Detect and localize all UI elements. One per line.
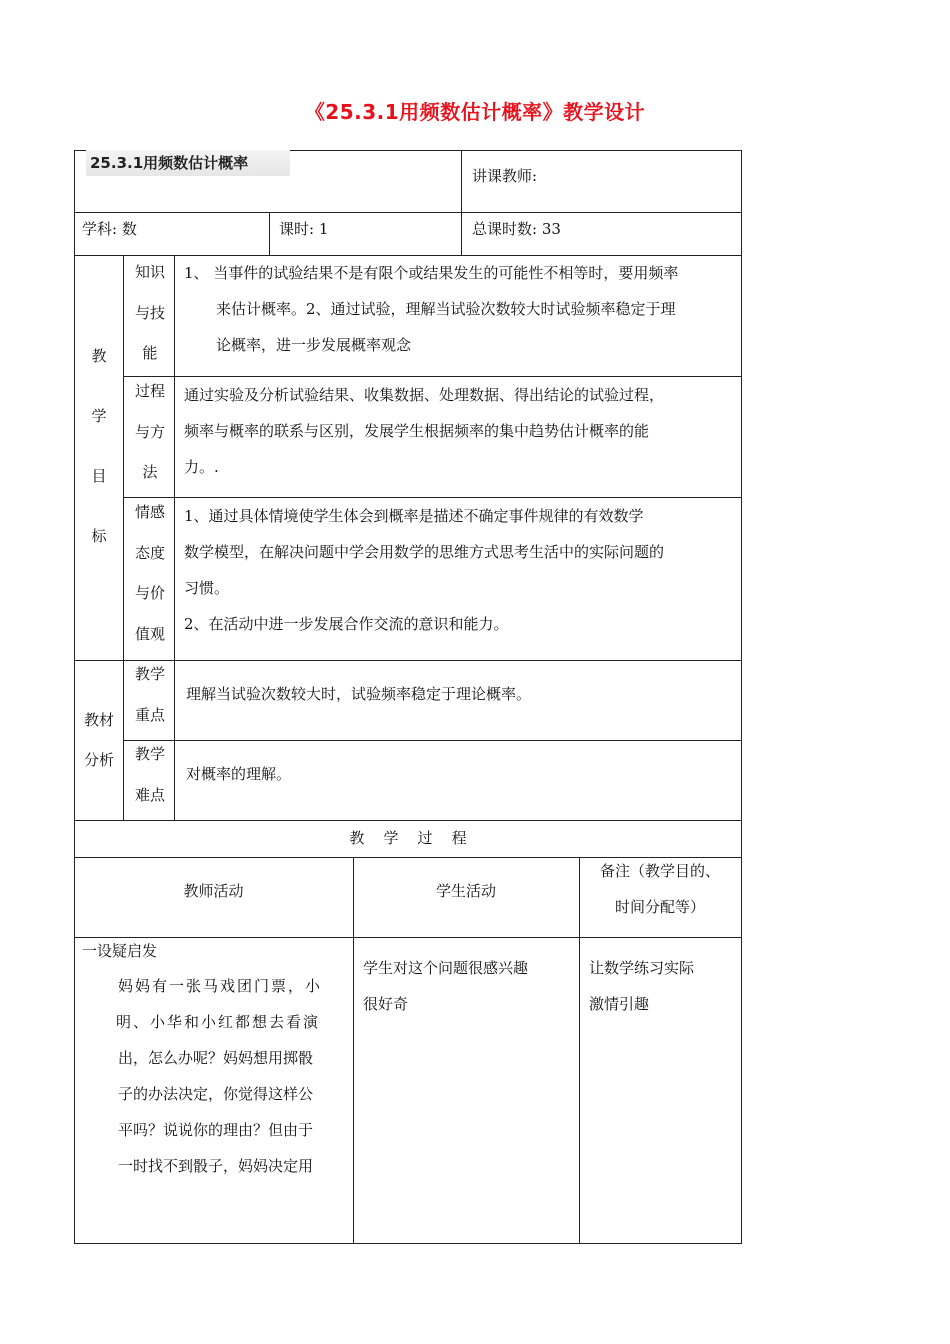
col-divider bbox=[353, 857, 354, 1244]
analysis-group-label: 教材 分析 bbox=[83, 711, 114, 769]
process-method-text: 通过实验及分析试验结果、收集数据、处理数据、得出结论的试验过程， 频率与概率的联系与区别，发展学生根据频率的集中趋势估计概率的能 力。. bbox=[184, 386, 665, 476]
table-border-left bbox=[74, 150, 75, 1244]
emotion-attitude-label: 情感 态度 与价 值观 bbox=[134, 503, 165, 643]
difficulty-label: 教学 难点 bbox=[134, 745, 165, 804]
lesson-label: 25.3.1用频数估计概率 bbox=[86, 150, 290, 176]
subject-field: 学科: 数 bbox=[82, 220, 137, 238]
difficulty-text: 对概率的理解。 bbox=[186, 765, 292, 783]
row-divider bbox=[74, 937, 742, 938]
row-divider bbox=[123, 740, 742, 741]
row-divider bbox=[74, 212, 742, 213]
col-divider bbox=[461, 150, 462, 256]
total-periods-field: 总课时数: 33 bbox=[472, 220, 561, 238]
knowledge-text: 1、 当事件的试验结果不是有限个或结果发生的可能性不相等时，要用频率 来估计概率。2、通过试验，理解当试验次数较大时试验频率稳定于理 论概率，进一步发展概率观念 bbox=[184, 264, 679, 354]
table-border-right bbox=[741, 150, 742, 1244]
periods-field: 课时: 1 bbox=[279, 220, 329, 238]
teacher-activity-heading: 一设疑启发 bbox=[82, 942, 158, 960]
teacher-label: 讲课教师: bbox=[472, 167, 538, 185]
document-title: 《25.3.1用频数估计概率》教学设计 bbox=[304, 100, 646, 124]
key-point-label: 教学 重点 bbox=[134, 665, 165, 724]
objectives-group-label: 教 学 目 标 bbox=[91, 347, 107, 545]
teacher-activity-text: 妈妈有一张马戏团门票，小 明、小华和小红都想去看演 出，怎么办呢？妈妈想用掷骰 子的办法决定，你觉得这样公 平吗？说说你的理由？但由于 一时找不到骰子，妈妈决定用 bbox=[116, 977, 323, 1175]
key-point-text: 理解当试验次数较大时，试验频率稳定于理论概率。 bbox=[186, 685, 532, 703]
student-activity-header: 学生活动 bbox=[435, 882, 496, 900]
process-heading: 教 学 过 程 bbox=[349, 829, 467, 847]
col-divider bbox=[123, 255, 124, 820]
process-method-label: 过程 与方 法 bbox=[134, 382, 165, 481]
col-divider bbox=[269, 212, 270, 256]
table-border-bottom bbox=[74, 1243, 742, 1244]
knowledge-label: 知识 与技 能 bbox=[134, 263, 165, 362]
student-activity-text: 学生对这个问题很感兴趣 很好奇 bbox=[363, 959, 529, 1013]
teacher-activity-header: 教师活动 bbox=[183, 882, 244, 900]
notes-text: 让数学练习实际 激情引趣 bbox=[589, 959, 695, 1013]
notes-header: 备注（教学目的、 时间分配等） bbox=[599, 862, 720, 916]
emotion-attitude-text: 1、通过具体情境使学生体会到概率是描述不确定事件规律的有效数学 数学模型，在解决问题中学会用数学的思维方式思考生活中的实际问题的 习惯。 2、在活动中进一步发展合作交流的意识和能力。 bbox=[184, 507, 665, 633]
row-divider bbox=[74, 660, 742, 661]
col-divider bbox=[174, 255, 175, 820]
